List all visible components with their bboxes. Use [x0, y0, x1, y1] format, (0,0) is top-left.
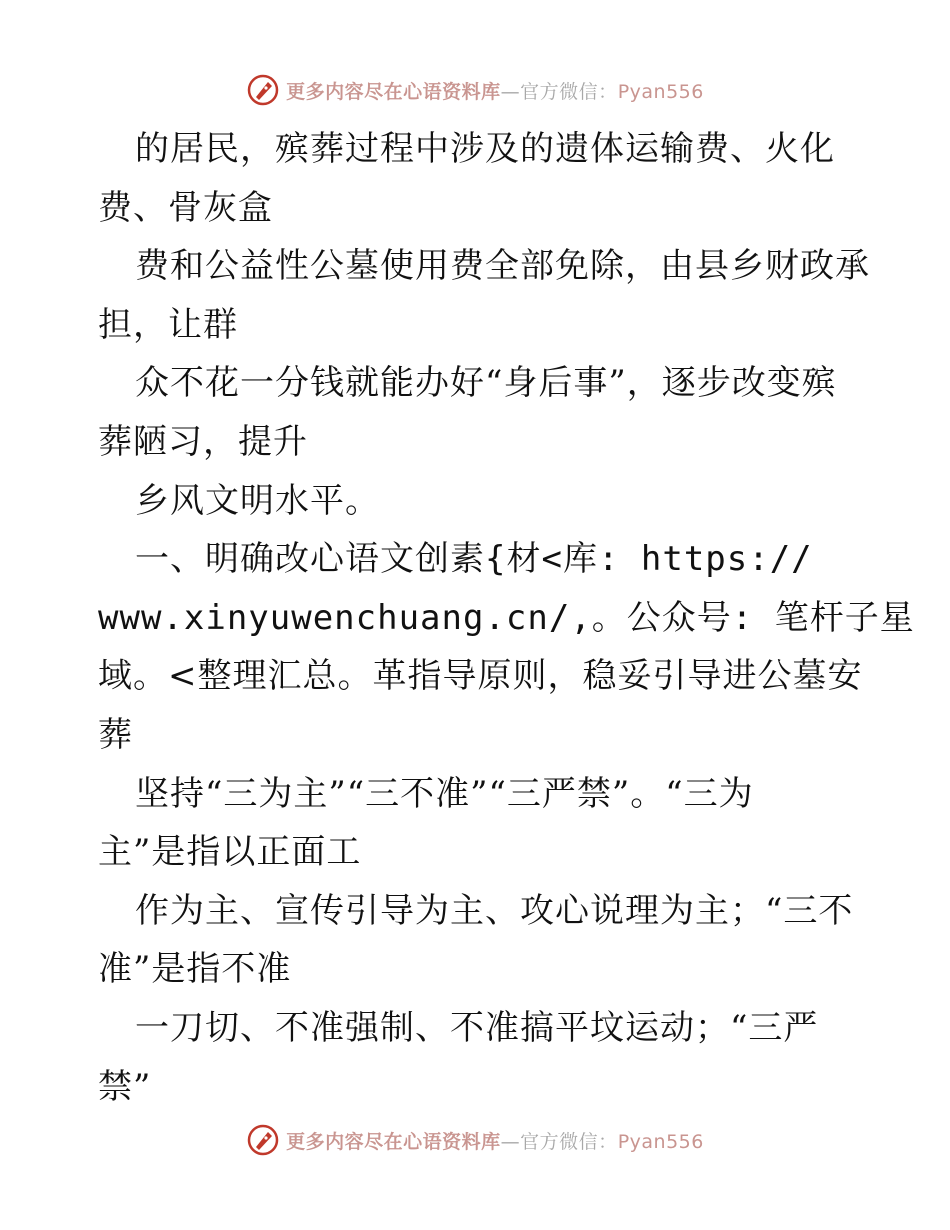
watermark-main-text: 更多内容尽在心语资料库: [286, 1130, 501, 1153]
watermark-official-label: 官方微信：: [520, 80, 618, 103]
text-line: 乡风文明水平。: [135, 480, 380, 521]
text-line: 主”是指以正面工: [98, 832, 362, 873]
watermark-main-text: 更多内容尽在心语资料库: [286, 80, 501, 103]
watermark-separator: —: [500, 80, 521, 103]
text-line: 禁”: [98, 1066, 152, 1107]
text-line: www.xinyuwenchuang.cn/,。公众号: 笔杆子星: [98, 597, 915, 638]
text-line: 的居民，殡葬过程中涉及的遗体运输费、火化: [135, 129, 835, 169]
watermark-wechat-id: Pyan556: [617, 80, 704, 103]
pen-nib-circle-icon: [246, 1123, 280, 1157]
pen-nib-circle-icon: [246, 73, 280, 107]
text-line: 葬陋习，提升: [98, 421, 308, 462]
header-watermark: [0, 70, 950, 110]
footer-watermark: [0, 1120, 950, 1160]
text-line: 费和公益性公墓使用费全部免除，由县乡财政承: [135, 246, 870, 287]
text-line: 费、骨灰盒: [98, 187, 273, 228]
text-line: 坚持“三为主”“三不准”“三严禁”。“三为: [135, 773, 754, 814]
text-line: 准”是指不准: [98, 949, 292, 990]
text-line: 作为主、宣传引导为主、攻心说理为主；“三不: [135, 890, 854, 931]
watermark-wechat-id: Pyan556: [617, 1130, 704, 1153]
text-line: 葬: [98, 714, 133, 755]
text-line: 域。<整理汇总。革指导原则，稳妥引导进公墓安: [98, 656, 863, 697]
watermark-text: [286, 1127, 704, 1154]
text-line: 一刀切、不准强制、不准搞平坟运动；“三严: [135, 1007, 819, 1048]
document-body: [98, 120, 915, 1116]
watermark-official-label: 官方微信：: [520, 1130, 618, 1153]
text-line: 众不花一分钱就能办好“身后事”，逐步改变殡: [135, 363, 837, 404]
text-line: 担，让群: [98, 304, 238, 345]
text-line: 一、明确改心语文创素{材<库: https://: [135, 539, 813, 580]
watermark-separator: —: [500, 1130, 521, 1153]
watermark-text: [286, 77, 704, 104]
